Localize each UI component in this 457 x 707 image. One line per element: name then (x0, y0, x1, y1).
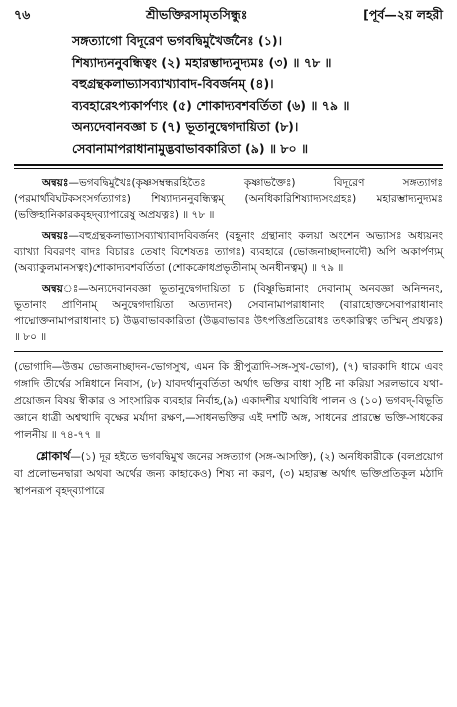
verse-block (14, 30, 443, 159)
section-label: [পূর্ব—২য় লহরী (363, 7, 443, 22)
divider-thin (14, 168, 443, 169)
verse-line: ব্যবহারেঽপ্যকার্পণ্যং (৫) শোকাদ্যবশবর্তিতা (৬) ॥ ৭৯ ॥ (72, 97, 350, 113)
anvaya-text: —বহুগ্রন্থকলাভ্যাসব্যাখ্যাবাদবিবর্জনং (বহূনাং গ্রন্থানাং কলয়া অংশেন অভ্যাসঃ অধ্যয়নং ব্যাখ্যা বিবরণং বাদঃ বিচারঃ তেষাং বিশেষতঃ ত্যাগঃ) ব্যবহারে (ভোজনাচ্ছাদনাদৌ) অপি অকার্পণ্যম্‌ (অব্যাকুলমানসত্বং)শোকাদ্যবশবর্তিতা (শোকক্রোধপ্রভৃতীনাম্‌ অনধীনত্বম্‌) ॥ ৭৯ ॥ (14, 230, 443, 274)
translation-paragraph: (ভোগাদি—উত্তম ভোজনাচ্ছাদন-ভোগসুখ, এমন কি স্ত্রীপুত্রাদি-সঙ্গ-সুখ-ভোগ), (৭) দ্বারকাদি ধামে এবং গঙ্গাদি তীর্থের সন্নিধানে নিবাস, (৮) যাবদর্থানুবর্তিতা অর্থাৎ ভক্তির বাধা সৃষ্টি না করিয়া সরলভাবে যথা-প্রয়োজন বিষয় স্বীকার ও সাংসারিক ব্যবহার নির্বাহ,(৯) একাদশীর যথাবিধি পালন ও (১০) ভগবদ্‌-বিভূতি জ্ঞানে ধাত্রী অশ্বত্থাদি বৃক্ষের মর্যাদা রক্ষণ,—সাধনভক্তির এই দশটি অঙ্গ, সাধনের প্রারম্ভে ভক্তি-সাধকের পালনীয় ॥ ৭৪-৭৭ ॥ (14, 361, 443, 441)
section-divider (14, 351, 443, 352)
shlokartha-paragraph (14, 448, 443, 500)
anvaya-label: অন্বয়ঃ (42, 177, 69, 189)
anvaya-paragraph (14, 175, 443, 223)
anvaya-text: —ভগবদ্বিমুখৈঃ(কৃষ্ণসম্বন্ধরহিতৈঃ কৃষ্ণাভক্তৈঃ) বিদূরেণ সঙ্গত্যাগঃ (পরমার্থবিঘটকসংসর্গত্যাগঃ) শিষ্যাদ্যননুবন্ধিত্বম্‌ (অনধিকারিশিষ্যাদ্যসংগ্রহঃ) মহারম্ভাদ্যনুদ্যমঃ (ভক্তিহানিকারকবৃহদ্‌ব্যাপারেষু অপ্রযত্নঃ) ॥ ৭৮ ॥ (14, 177, 443, 221)
divider-thick (14, 164, 443, 166)
page-number: ৭৬ (14, 7, 31, 22)
verse-line: সঙ্গত্যাগো বিদূরেণ ভগবদ্বিমুখৈর্জনৈঃ (১)। (72, 33, 283, 48)
anvaya-paragraph (14, 281, 443, 345)
translation-section (14, 359, 443, 500)
anvaya-label: অন্বয় (42, 283, 63, 295)
book-title: শ্রীভক্তিরসামৃতসিন্ধুঃ (145, 7, 248, 22)
verse-line: সেবানামাপরাধানামুদ্ভবাভাবকারিতা (৯) ॥ ৮০ ॥ (72, 140, 309, 156)
anvaya-text: ঃ—অন্যদেবানবজ্ঞা ভূতানুদ্বেগদায়িতা চ (বিষ্ণুভিন্নানাং দেবানাম্‌ অনবজ্ঞা অনিন্দনং, ভূতানাং প্রাণিনাম্‌ অনুদ্বেগদায়িতা অত্যদানং) সেবানামাপরাধানাং (বারাহোক্তসেবাপরাধানাং পাদ্মোক্তনামাপরাধানাং চ) উদ্ভবাভাবকারিতা (উদ্ভবাভাবঃ উৎপত্তিপ্রতিরোধঃ তৎকারিত্বং তস্মিন্‌ প্রযত্নঃ) ॥ ৮০ ॥ (14, 283, 443, 343)
verse-line: বহুগ্রন্থকলাভ্যাসব্যাখ্যাবাদ-বিবর্জনম্‌ (৪)। (72, 76, 274, 91)
verse-line: শিষ্যাদ্যননুবন্ধিত্বং (২) মহারম্ভাদ্যনুদ্যমঃ (৩) ॥ ৭৮ ॥ (72, 54, 332, 70)
page-header (14, 6, 443, 24)
anvaya-label: অন্বয়ঃ (42, 230, 69, 242)
anvaya-paragraph (14, 228, 443, 276)
shlokartha-text: —(১) দূর হইতে ভগবদ্বিমুখ জনের সঙ্গত্যাগ (সঙ্গ-আসক্তি), (২) অনধিকারীকে (বলপ্রয়োগ বা প্রলোভনদ্বারা অথবা অর্থের জন্য কাহাকেও) শিষ্য না করণ, (৩) মহারম্ভ অর্থাৎ ভক্তিপ্রতিকূল মঠাদি স্থাপনরূপ বৃহদ্‌ব্যাপারে (14, 451, 443, 497)
shlokartha-label: শ্লোকার্থ (36, 449, 71, 463)
verse-line: অন্যদেবানবজ্ঞা চ (৭) ভূতানুদ্বেগদায়িতা (৮)। (72, 119, 299, 134)
anvaya-section (14, 175, 443, 345)
